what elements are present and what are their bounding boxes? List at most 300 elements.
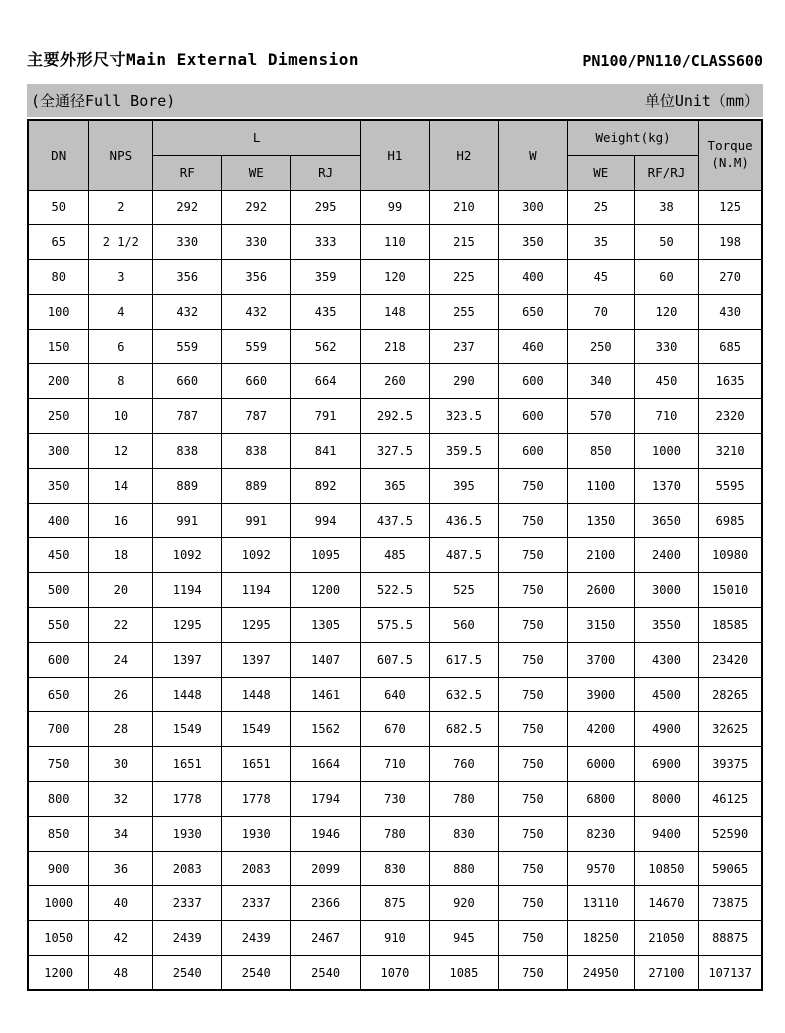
cell: 6000: [567, 747, 634, 782]
cell: 255: [429, 294, 498, 329]
table-row: [28, 399, 762, 434]
cell: 750: [498, 677, 567, 712]
table-row: [28, 782, 762, 817]
cell: 359.5: [429, 434, 498, 469]
cell: 750: [498, 573, 567, 608]
cell: 432: [153, 294, 222, 329]
cell: 800: [28, 782, 89, 817]
cell: 559: [153, 329, 222, 364]
cell: 13110: [567, 886, 634, 921]
cell: 1000: [634, 434, 699, 469]
header-l-rf: RF: [153, 155, 222, 190]
cell: 994: [291, 503, 361, 538]
cell: 2600: [567, 573, 634, 608]
cell: 270: [699, 260, 762, 295]
cell: 3900: [567, 677, 634, 712]
header-torque-line1: Torque: [707, 138, 753, 154]
cell: 945: [429, 921, 498, 956]
cell: 2083: [222, 851, 291, 886]
cell: 359: [291, 260, 361, 295]
cell: 1070: [360, 956, 429, 991]
cell: 1092: [222, 538, 291, 573]
cell: 991: [222, 503, 291, 538]
cell: 330: [153, 225, 222, 260]
cell: 6985: [699, 503, 762, 538]
cell: 787: [222, 399, 291, 434]
cell: 650: [498, 294, 567, 329]
cell: 1651: [153, 747, 222, 782]
cell: 2: [89, 190, 153, 225]
header-l-group: L: [153, 120, 361, 155]
cell: 1778: [153, 782, 222, 817]
cell: 450: [634, 364, 699, 399]
header-l-we: WE: [222, 155, 291, 190]
header-torque: [699, 120, 762, 190]
cell: 2540: [222, 956, 291, 991]
table-row: [28, 851, 762, 886]
cell: 1200: [28, 956, 89, 991]
cell: 8: [89, 364, 153, 399]
cell: 28: [89, 712, 153, 747]
table-row: [28, 260, 762, 295]
cell: 1350: [567, 503, 634, 538]
cell: 6: [89, 329, 153, 364]
cell: 99: [360, 190, 429, 225]
cell: 559: [222, 329, 291, 364]
cell: 23420: [699, 642, 762, 677]
header-weight-we: WE: [567, 155, 634, 190]
cell: 28265: [699, 677, 762, 712]
cell: 640: [360, 677, 429, 712]
cell: 487.5: [429, 538, 498, 573]
cell: 50: [28, 190, 89, 225]
cell: 18585: [699, 608, 762, 643]
cell: 750: [498, 851, 567, 886]
cell: 2320: [699, 399, 762, 434]
cell: 356: [222, 260, 291, 295]
cell: 27100: [634, 956, 699, 991]
cell: 1295: [153, 608, 222, 643]
cell: 8230: [567, 816, 634, 851]
cell: 100: [28, 294, 89, 329]
table-header: [28, 120, 762, 190]
cell: 120: [634, 294, 699, 329]
cell: 1778: [222, 782, 291, 817]
cell: 550: [28, 608, 89, 643]
table-row: [28, 329, 762, 364]
cell: 3700: [567, 642, 634, 677]
cell: 1448: [222, 677, 291, 712]
table-row: [28, 956, 762, 991]
cell: 22: [89, 608, 153, 643]
table-row: [28, 608, 762, 643]
cell: 750: [498, 712, 567, 747]
cell: 560: [429, 608, 498, 643]
cell: 35: [567, 225, 634, 260]
cell: 430: [699, 294, 762, 329]
cell: 295: [291, 190, 361, 225]
cell: 292: [222, 190, 291, 225]
cell: 991: [153, 503, 222, 538]
cell: 4: [89, 294, 153, 329]
cell: 32625: [699, 712, 762, 747]
cell: 2467: [291, 921, 361, 956]
cell: 12: [89, 434, 153, 469]
cell: 1092: [153, 538, 222, 573]
cell: 650: [28, 677, 89, 712]
cell: 107137: [699, 956, 762, 991]
cell: 250: [567, 329, 634, 364]
cell: 14: [89, 468, 153, 503]
cell: 617.5: [429, 642, 498, 677]
cell: 3550: [634, 608, 699, 643]
cell: 435: [291, 294, 361, 329]
cell: 260: [360, 364, 429, 399]
table-row: [28, 190, 762, 225]
cell: 2337: [153, 886, 222, 921]
cell: 841: [291, 434, 361, 469]
cell: 3150: [567, 608, 634, 643]
cell: 1794: [291, 782, 361, 817]
cell: 3210: [699, 434, 762, 469]
cell: 110: [360, 225, 429, 260]
cell: 432: [222, 294, 291, 329]
pressure-class-label: PN100/PN110/CLASS600: [582, 52, 763, 70]
cell: 2400: [634, 538, 699, 573]
cell: 750: [498, 608, 567, 643]
cell: 30: [89, 747, 153, 782]
cell: 910: [360, 921, 429, 956]
cell: 1664: [291, 747, 361, 782]
cell: 5595: [699, 468, 762, 503]
cell: 73875: [699, 886, 762, 921]
cell: 750: [498, 468, 567, 503]
cell: 607.5: [360, 642, 429, 677]
cell: 26: [89, 677, 153, 712]
cell: 125: [699, 190, 762, 225]
cell: 250: [28, 399, 89, 434]
cell: 9400: [634, 816, 699, 851]
cell: 830: [360, 851, 429, 886]
cell: 892: [291, 468, 361, 503]
cell: 2100: [567, 538, 634, 573]
table-body: [28, 190, 762, 990]
cell: 750: [498, 921, 567, 956]
cell: 1407: [291, 642, 361, 677]
cell: 1200: [291, 573, 361, 608]
cell: 210: [429, 190, 498, 225]
cell: 780: [360, 816, 429, 851]
cell: 1194: [153, 573, 222, 608]
cell: 10850: [634, 851, 699, 886]
table-row: [28, 225, 762, 260]
cell: 3: [89, 260, 153, 295]
cell: 350: [498, 225, 567, 260]
cell: 400: [28, 503, 89, 538]
cell: 682.5: [429, 712, 498, 747]
cell: 700: [28, 712, 89, 747]
cell: 1085: [429, 956, 498, 991]
cell: 1946: [291, 816, 361, 851]
cell: 292.5: [360, 399, 429, 434]
cell: 59065: [699, 851, 762, 886]
table-row: [28, 921, 762, 956]
cell: 25: [567, 190, 634, 225]
table-row: [28, 434, 762, 469]
cell: 660: [153, 364, 222, 399]
cell: 2083: [153, 851, 222, 886]
cell: 875: [360, 886, 429, 921]
cell: 150: [28, 329, 89, 364]
cell: 15010: [699, 573, 762, 608]
cell: 750: [28, 747, 89, 782]
cell: 365: [360, 468, 429, 503]
cell: 300: [498, 190, 567, 225]
cell: 215: [429, 225, 498, 260]
cell: 670: [360, 712, 429, 747]
cell: 400: [498, 260, 567, 295]
cell: 850: [567, 434, 634, 469]
cell: 1100: [567, 468, 634, 503]
cell: 2337: [222, 886, 291, 921]
cell: 750: [498, 816, 567, 851]
cell: 889: [153, 468, 222, 503]
table-row: [28, 747, 762, 782]
dimension-table: [27, 119, 763, 991]
cell: 1930: [153, 816, 222, 851]
cell: 88875: [699, 921, 762, 956]
cell: 525: [429, 573, 498, 608]
cell: 32: [89, 782, 153, 817]
cell: 2366: [291, 886, 361, 921]
header-dn: DN: [28, 120, 89, 190]
header-row-1: [28, 120, 762, 155]
header-torque-line2: (N.M): [711, 155, 749, 171]
table-row: [28, 642, 762, 677]
cell: 198: [699, 225, 762, 260]
cell: 356: [153, 260, 222, 295]
page-title: 主要外形尺寸Main External Dimension: [27, 50, 360, 69]
cell: 9570: [567, 851, 634, 886]
cell: 1651: [222, 747, 291, 782]
cell: 1635: [699, 364, 762, 399]
cell: 237: [429, 329, 498, 364]
cell: 750: [498, 747, 567, 782]
cell: 4500: [634, 677, 699, 712]
cell: 225: [429, 260, 498, 295]
cell: 14670: [634, 886, 699, 921]
cell: 50: [634, 225, 699, 260]
cell: 333: [291, 225, 361, 260]
cell: 760: [429, 747, 498, 782]
cell: 600: [28, 642, 89, 677]
cell: 340: [567, 364, 634, 399]
cell: 1397: [153, 642, 222, 677]
cell: 327.5: [360, 434, 429, 469]
cell: 290: [429, 364, 498, 399]
header-weight-rfrj: RF/RJ: [634, 155, 699, 190]
cell: 660: [222, 364, 291, 399]
table-row: [28, 468, 762, 503]
cell: 685: [699, 329, 762, 364]
table-row: [28, 294, 762, 329]
cell: 900: [28, 851, 89, 886]
cell: 1397: [222, 642, 291, 677]
table-row: [28, 712, 762, 747]
table-row: [28, 364, 762, 399]
cell: 436.5: [429, 503, 498, 538]
cell: 20: [89, 573, 153, 608]
cell: 1095: [291, 538, 361, 573]
cell: 600: [498, 434, 567, 469]
cell: 750: [498, 503, 567, 538]
cell: 575.5: [360, 608, 429, 643]
cell: 600: [498, 399, 567, 434]
cell: 522.5: [360, 573, 429, 608]
cell: 4900: [634, 712, 699, 747]
cell: 1549: [153, 712, 222, 747]
cell: 10980: [699, 538, 762, 573]
cell: 1930: [222, 816, 291, 851]
cell: 600: [498, 364, 567, 399]
cell: 2540: [153, 956, 222, 991]
cell: 787: [153, 399, 222, 434]
cell: 65: [28, 225, 89, 260]
header-l-rj: RJ: [291, 155, 361, 190]
cell: 4300: [634, 642, 699, 677]
cell: 395: [429, 468, 498, 503]
cell: 460: [498, 329, 567, 364]
cell: 664: [291, 364, 361, 399]
cell: 889: [222, 468, 291, 503]
unit-label: 单位Unit（mm）: [644, 92, 759, 110]
cell: 38: [634, 190, 699, 225]
cell: 750: [498, 956, 567, 991]
cell: 710: [360, 747, 429, 782]
cell: 45: [567, 260, 634, 295]
cell: 3650: [634, 503, 699, 538]
cell: 920: [429, 886, 498, 921]
title-row: [27, 47, 763, 70]
table-row: [28, 573, 762, 608]
cell: 21050: [634, 921, 699, 956]
cell: 1194: [222, 573, 291, 608]
cell: 39375: [699, 747, 762, 782]
cell: 750: [498, 538, 567, 573]
cell: 1295: [222, 608, 291, 643]
cell: 500: [28, 573, 89, 608]
cell: 632.5: [429, 677, 498, 712]
header-nps: NPS: [89, 120, 153, 190]
cell: 10: [89, 399, 153, 434]
cell: 1050: [28, 921, 89, 956]
cell: 218: [360, 329, 429, 364]
cell: 70: [567, 294, 634, 329]
cell: 40: [89, 886, 153, 921]
cell: 450: [28, 538, 89, 573]
cell: 42: [89, 921, 153, 956]
cell: 830: [429, 816, 498, 851]
cell: 323.5: [429, 399, 498, 434]
cell: 2439: [222, 921, 291, 956]
cell: 24: [89, 642, 153, 677]
cell: 1448: [153, 677, 222, 712]
cell: 570: [567, 399, 634, 434]
cell: 6900: [634, 747, 699, 782]
cell: 1305: [291, 608, 361, 643]
bore-type-label: (全通径Full Bore): [31, 92, 176, 110]
header-w: W: [498, 120, 567, 190]
cell: 330: [222, 225, 291, 260]
cell: 24950: [567, 956, 634, 991]
cell: 838: [153, 434, 222, 469]
table-row: [28, 677, 762, 712]
header-weight-group: Weight(kg): [567, 120, 698, 155]
table-row: [28, 538, 762, 573]
cell: 350: [28, 468, 89, 503]
cell: 1562: [291, 712, 361, 747]
cell: 52590: [699, 816, 762, 851]
cell: 850: [28, 816, 89, 851]
cell: 6800: [567, 782, 634, 817]
cell: 730: [360, 782, 429, 817]
cell: 562: [291, 329, 361, 364]
header-h1: H1: [360, 120, 429, 190]
cell: 1549: [222, 712, 291, 747]
cell: 750: [498, 642, 567, 677]
cell: 292: [153, 190, 222, 225]
subtitle-band: [27, 84, 763, 117]
cell: 4200: [567, 712, 634, 747]
cell: 330: [634, 329, 699, 364]
cell: 780: [429, 782, 498, 817]
cell: 791: [291, 399, 361, 434]
cell: 80: [28, 260, 89, 295]
cell: 36: [89, 851, 153, 886]
cell: 1370: [634, 468, 699, 503]
cell: 34: [89, 816, 153, 851]
cell: 1461: [291, 677, 361, 712]
cell: 60: [634, 260, 699, 295]
cell: 750: [498, 886, 567, 921]
cell: 120: [360, 260, 429, 295]
cell: 437.5: [360, 503, 429, 538]
cell: 48: [89, 956, 153, 991]
cell: 200: [28, 364, 89, 399]
header-h2: H2: [429, 120, 498, 190]
cell: 8000: [634, 782, 699, 817]
cell: 880: [429, 851, 498, 886]
cell: 2439: [153, 921, 222, 956]
cell: 148: [360, 294, 429, 329]
cell: 710: [634, 399, 699, 434]
cell: 838: [222, 434, 291, 469]
cell: 1000: [28, 886, 89, 921]
cell: 485: [360, 538, 429, 573]
cell: 2 1/2: [89, 225, 153, 260]
table-row: [28, 816, 762, 851]
cell: 750: [498, 782, 567, 817]
cell: 16: [89, 503, 153, 538]
cell: 3000: [634, 573, 699, 608]
cell: 18250: [567, 921, 634, 956]
cell: 2099: [291, 851, 361, 886]
table-row: [28, 886, 762, 921]
cell: 18: [89, 538, 153, 573]
table-row: [28, 503, 762, 538]
cell: 46125: [699, 782, 762, 817]
cell: 300: [28, 434, 89, 469]
